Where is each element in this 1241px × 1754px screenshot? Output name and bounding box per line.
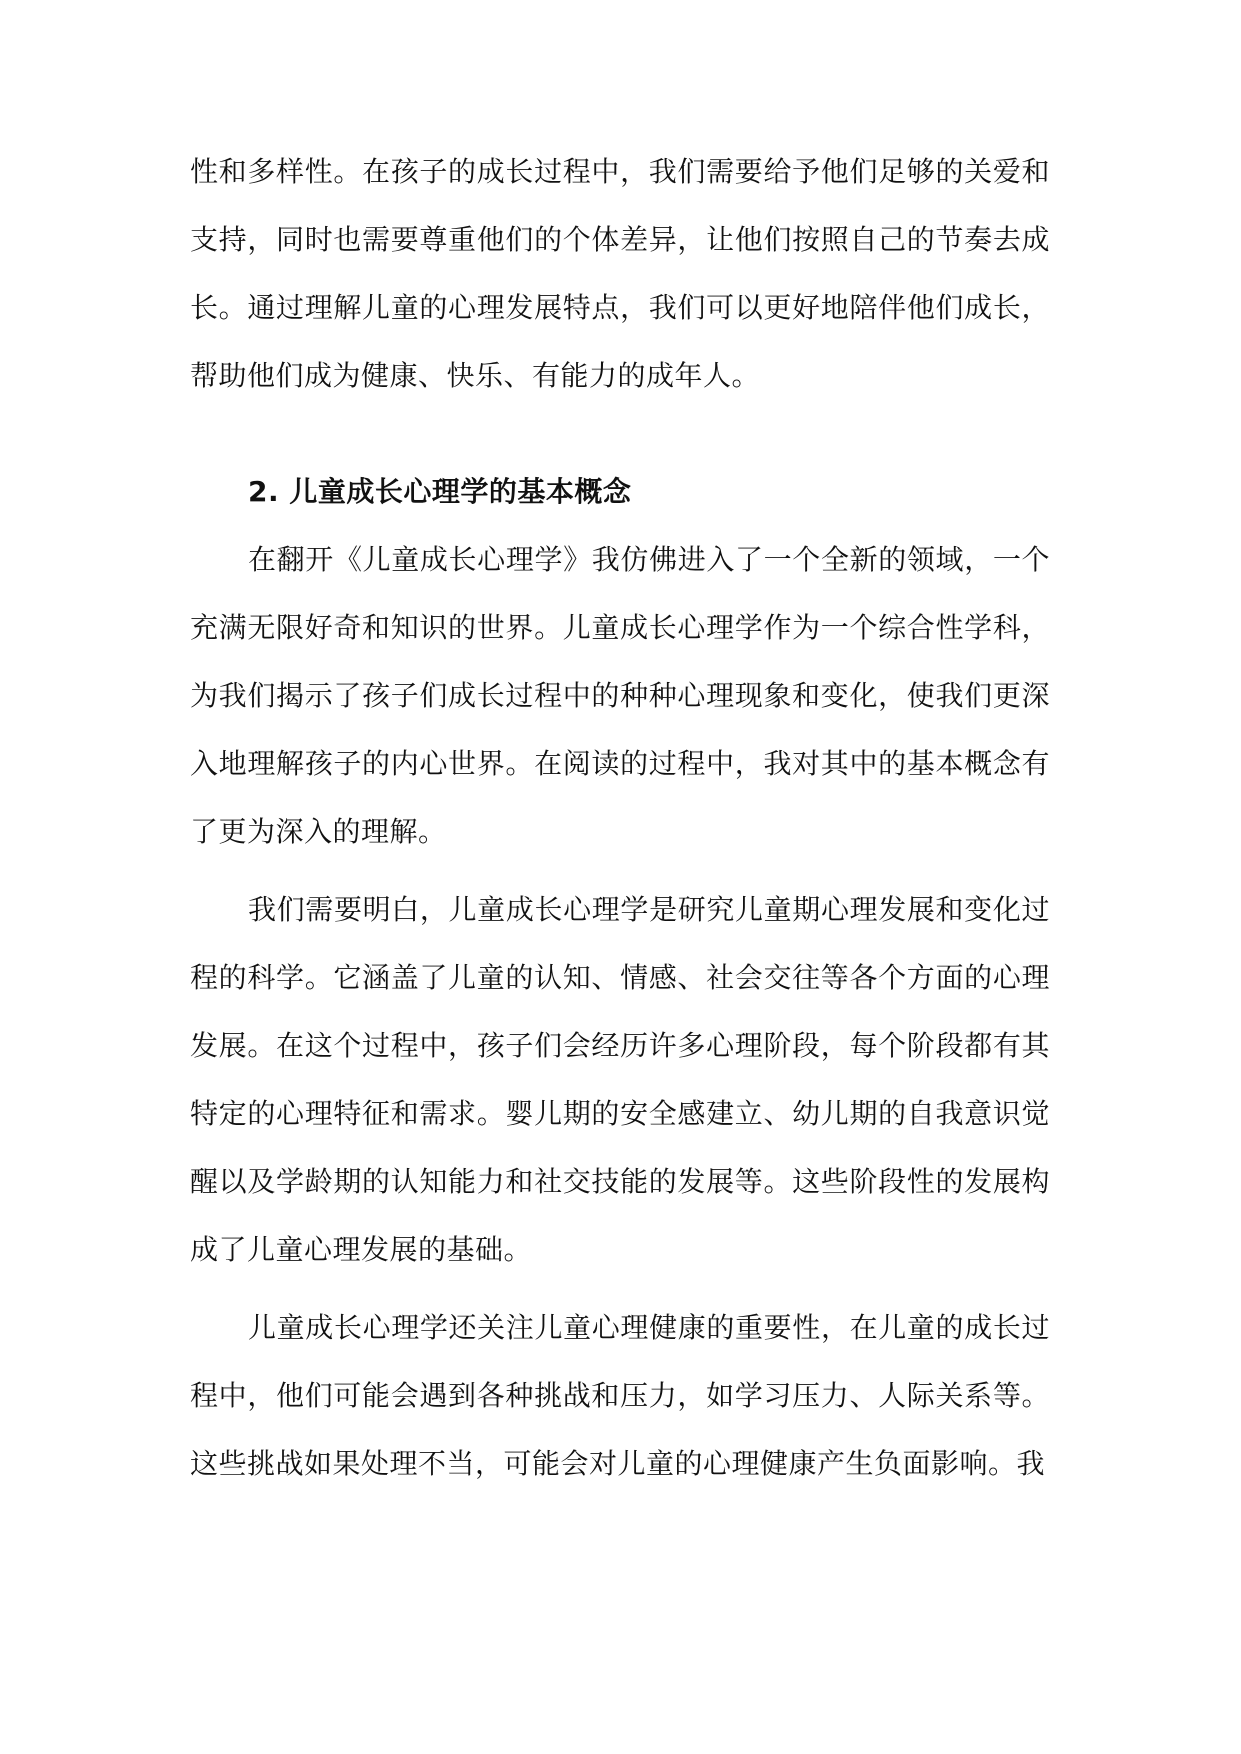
continued-paragraph: 性和多样性。在孩子的成长过程中，我们需要给予他们足够的关爱和支持，同时也需要尊重他们的个体差异，让他们按照自己的节奏去成长。通过理解儿童的心理发展特点，我们可以更好地陪伴他们成长，帮助他们成为健康、快乐、有能力的成年人。 [190, 155, 1050, 392]
body-paragraph-1: 在翻开《儿童成长心理学》我仿佛进入了一个全新的领域，一个充满无限好奇和知识的世界。儿童成长心理学作为一个综合性学科，为我们揭示了孩子们成长过程中的种种心理现象和变化，使我们更深入地理解孩子的内心世界。在阅读的过程中，我对其中的基本概念有了更为深入的理解。 [190, 543, 1050, 848]
body-paragraph-2: 我们需要明白，儿童成长心理学是研究儿童期心理发展和变化过程的科学。它涵盖了儿童的认知、情感、社会交往等各个方面的心理发展。在这个过程中，孩子们会经历许多心理阶段，每个阶段都有其特定的心理特征和需求。婴儿期的安全感建立、幼儿期的自我意识觉醒以及学龄期的认知能力和社交技能的发展等。这些阶段性的发展构成了儿童心理发展的基础。 [190, 893, 1050, 1266]
section-heading: 2. 儿童成长心理学的基本概念 [248, 475, 632, 508]
body-paragraph-3: 儿童成长心理学还关注儿童心理健康的重要性，在儿童的成长过程中，他们可能会遇到各种挑战和压力，如学习压力、人际关系等。这些挑战如果处理不当，可能会对儿童的心理健康产生负面影响。我 [190, 1311, 1050, 1480]
document-page [190, 138, 1050, 1498]
